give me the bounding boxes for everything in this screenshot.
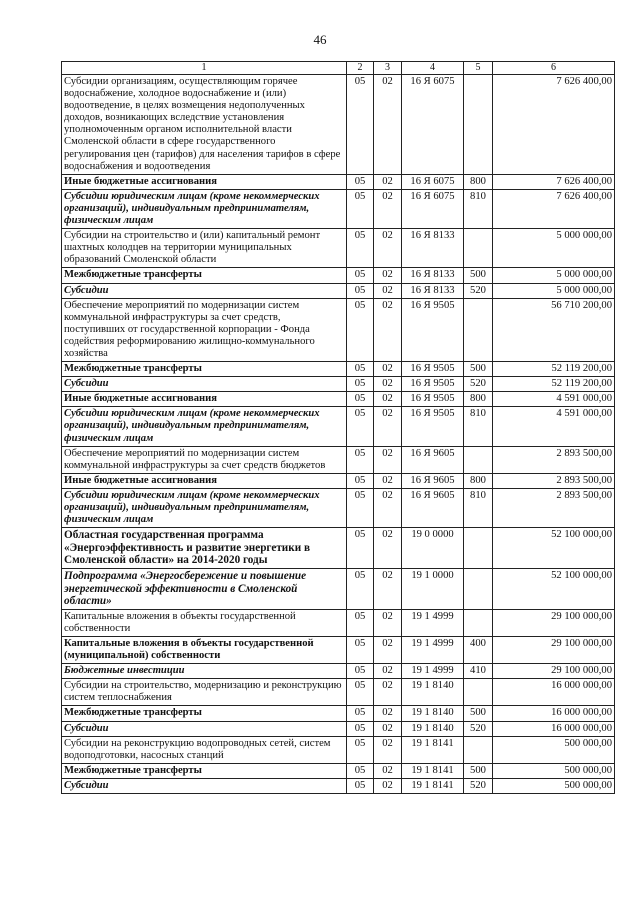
expense-type-cell: 400 [464,636,493,663]
section-code-cell: 05 [347,189,374,228]
amount-cell: 52 100 000,00 [493,568,615,609]
amount-cell: 2 893 500,00 [493,488,615,527]
section-code-cell: 05 [347,763,374,778]
header-cell: 2 [347,62,374,75]
subsection-code-cell: 02 [374,473,402,488]
expense-type-cell: 800 [464,392,493,407]
subsection-code-cell: 02 [374,679,402,706]
amount-cell: 2 893 500,00 [493,446,615,473]
amount-cell: 7 626 400,00 [493,189,615,228]
amount-cell: 56 710 200,00 [493,298,615,361]
table-row [62,298,615,361]
expense-type-cell [464,75,493,175]
row-name-cell: Подпрограмма «Энергосбережение и повышение энергетической эффективности в Смоленской области» [62,568,347,609]
table-row [62,706,615,721]
target-article-cell: 16 Я 8133 [402,229,464,268]
subsection-code-cell: 02 [374,721,402,736]
amount-cell: 29 100 000,00 [493,664,615,679]
target-article-cell: 16 Я 9605 [402,473,464,488]
expense-type-cell: 520 [464,283,493,298]
expense-type-cell [464,528,493,569]
target-article-cell: 16 Я 9505 [402,407,464,446]
subsection-code-cell: 02 [374,362,402,377]
table-row [62,75,615,175]
expense-type-cell: 810 [464,488,493,527]
amount-cell: 4 591 000,00 [493,407,615,446]
amount-cell: 16 000 000,00 [493,721,615,736]
amount-cell: 52 100 000,00 [493,528,615,569]
section-code-cell: 05 [347,268,374,283]
row-name-cell: Капитальные вложения в объекты государственной (муниципальной) собственности [62,636,347,663]
expense-type-cell [464,446,493,473]
expense-type-cell: 500 [464,763,493,778]
target-article-cell: 19 1 4999 [402,664,464,679]
amount-cell: 16 000 000,00 [493,706,615,721]
subsection-code-cell: 02 [374,636,402,663]
target-article-cell: 19 1 0000 [402,568,464,609]
target-article-cell: 16 Я 6075 [402,189,464,228]
amount-cell: 7 626 400,00 [493,174,615,189]
amount-cell: 7 626 400,00 [493,75,615,175]
row-name-cell: Межбюджетные трансферты [62,362,347,377]
section-code-cell: 05 [347,609,374,636]
subsection-code-cell: 02 [374,392,402,407]
row-name-cell: Субсидии на строительство, модернизацию и реконструкцию систем теплоснабжения [62,679,347,706]
row-name-cell: Иные бюджетные ассигнования [62,174,347,189]
section-code-cell: 05 [347,283,374,298]
row-name-cell: Иные бюджетные ассигнования [62,392,347,407]
section-code-cell: 05 [347,174,374,189]
expense-type-cell: 500 [464,268,493,283]
row-name-cell: Межбюджетные трансферты [62,268,347,283]
expense-type-cell: 520 [464,377,493,392]
header-cell: 1 [62,62,347,75]
table-row [62,174,615,189]
amount-cell: 52 119 200,00 [493,377,615,392]
row-name-cell: Межбюджетные трансферты [62,763,347,778]
table-row [62,473,615,488]
table-row [62,679,615,706]
target-article-cell: 19 0 0000 [402,528,464,569]
expense-type-cell: 810 [464,407,493,446]
amount-cell: 2 893 500,00 [493,473,615,488]
row-name-cell: Областная государственная программа «Энергоэффективность и развитие энергетики в Смоленской области» на 2014-2020 годы [62,528,347,569]
table-row [62,763,615,778]
row-name-cell: Субсидии [62,377,347,392]
expense-type-cell [464,568,493,609]
expense-type-cell: 500 [464,362,493,377]
subsection-code-cell: 02 [374,736,402,763]
section-code-cell: 05 [347,778,374,793]
section-code-cell: 05 [347,229,374,268]
expense-type-cell [464,298,493,361]
expense-type-cell: 800 [464,473,493,488]
target-article-cell: 19 1 8140 [402,721,464,736]
section-code-cell: 05 [347,362,374,377]
section-code-cell: 05 [347,528,374,569]
table-row [62,229,615,268]
section-code-cell: 05 [347,75,374,175]
amount-cell: 500 000,00 [493,763,615,778]
amount-cell: 29 100 000,00 [493,609,615,636]
expense-type-cell [464,736,493,763]
amount-cell: 500 000,00 [493,778,615,793]
section-code-cell: 05 [347,568,374,609]
amount-cell: 5 000 000,00 [493,283,615,298]
subsection-code-cell: 02 [374,174,402,189]
amount-cell: 16 000 000,00 [493,679,615,706]
subsection-code-cell: 02 [374,298,402,361]
expense-type-cell: 500 [464,706,493,721]
header-cell: 4 [402,62,464,75]
subsection-code-cell: 02 [374,488,402,527]
row-name-cell: Иные бюджетные ассигнования [62,473,347,488]
section-code-cell: 05 [347,298,374,361]
expense-type-cell: 810 [464,189,493,228]
subsection-code-cell: 02 [374,706,402,721]
subsection-code-cell: 02 [374,528,402,569]
expense-type-cell: 800 [464,174,493,189]
table-row [62,362,615,377]
section-code-cell: 05 [347,488,374,527]
subsection-code-cell: 02 [374,568,402,609]
subsection-code-cell: 02 [374,609,402,636]
section-code-cell: 05 [347,736,374,763]
subsection-code-cell: 02 [374,189,402,228]
target-article-cell: 16 Я 8133 [402,268,464,283]
subsection-code-cell: 02 [374,763,402,778]
amount-cell: 4 591 000,00 [493,392,615,407]
section-code-cell: 05 [347,377,374,392]
target-article-cell: 19 1 4999 [402,609,464,636]
table-row [62,268,615,283]
subsection-code-cell: 02 [374,446,402,473]
section-code-cell: 05 [347,706,374,721]
subsection-code-cell: 02 [374,75,402,175]
table-row [62,721,615,736]
target-article-cell: 16 Я 9605 [402,446,464,473]
target-article-cell: 16 Я 9505 [402,298,464,361]
target-article-cell: 16 Я 6075 [402,75,464,175]
amount-cell: 29 100 000,00 [493,636,615,663]
expense-type-cell [464,229,493,268]
expense-type-cell: 410 [464,664,493,679]
target-article-cell: 16 Я 6075 [402,174,464,189]
table-row [62,609,615,636]
expense-type-cell: 520 [464,778,493,793]
section-code-cell: 05 [347,407,374,446]
header-cell: 5 [464,62,493,75]
row-name-cell: Субсидии юридическим лицам (кроме некоммерческих организаций), индивидуальным предпринимателям, физическим лицам [62,488,347,527]
row-name-cell: Субсидии юридическим лицам (кроме некоммерческих организаций), индивидуальным предпринимателям, физическим лицам [62,189,347,228]
target-article-cell: 19 1 8141 [402,763,464,778]
table-row [62,488,615,527]
target-article-cell: 16 Я 8133 [402,283,464,298]
expense-type-cell [464,679,493,706]
table-row [62,189,615,228]
row-name-cell: Бюджетные инвестиции [62,664,347,679]
target-article-cell: 19 1 8141 [402,778,464,793]
row-name-cell: Межбюджетные трансферты [62,706,347,721]
expense-type-cell: 520 [464,721,493,736]
section-code-cell: 05 [347,721,374,736]
table-row [62,778,615,793]
amount-cell: 5 000 000,00 [493,229,615,268]
target-article-cell: 16 Я 9505 [402,392,464,407]
subsection-code-cell: 02 [374,283,402,298]
table-row [62,392,615,407]
section-code-cell: 05 [347,392,374,407]
row-name-cell: Субсидии юридическим лицам (кроме некоммерческих организаций), индивидуальным предпринимателям, физическим лицам [62,407,347,446]
row-name-cell: Субсидии [62,283,347,298]
table-row [62,446,615,473]
amount-cell: 5 000 000,00 [493,268,615,283]
subsection-code-cell: 02 [374,407,402,446]
table-row [62,568,615,609]
row-name-cell: Субсидии на строительство и (или) капитальный ремонт шахтных колодцев на территории муниципальных образований Смоленской области [62,229,347,268]
page-number: 46 [313,32,327,47]
section-code-cell: 05 [347,664,374,679]
table-row [62,664,615,679]
row-name-cell: Субсидии организациям, осуществляющим горячее водоснабжение, холодное водоснабжение и (или) водоотведение, в целях возмещения недополученных доходов, возникающих вследствие установления уполномоченным органом исполнительной власти Смоленской области в сфере государственного регулирования цен (тарифов) для населения тарифов в сфере водоснабжения и водоотведения [62,75,347,175]
row-name-cell: Обеспечение мероприятий по модернизации систем коммунальной инфраструктуры за счет средств, поступивших от государственной корпорации - Фонда содействия реформированию жилищно-коммунального хозяйства [62,298,347,361]
table-row [62,528,615,569]
row-name-cell: Субсидии [62,721,347,736]
table-row [62,283,615,298]
row-name-cell: Субсидии [62,778,347,793]
row-name-cell: Капитальные вложения в объекты государственной собственности [62,609,347,636]
target-article-cell: 16 Я 9605 [402,488,464,527]
subsection-code-cell: 02 [374,229,402,268]
section-code-cell: 05 [347,636,374,663]
table-row [62,377,615,392]
section-code-cell: 05 [347,446,374,473]
subsection-code-cell: 02 [374,268,402,283]
amount-cell: 500 000,00 [493,736,615,763]
budget-table [61,61,615,794]
header-cell: 3 [374,62,402,75]
target-article-cell: 19 1 4999 [402,636,464,663]
table-row [62,736,615,763]
row-name-cell: Субсидии на реконструкцию водопроводных сетей, систем водоподготовки, насосных станций [62,736,347,763]
expense-type-cell [464,609,493,636]
table-row [62,407,615,446]
target-article-cell: 19 1 8140 [402,679,464,706]
target-article-cell: 16 Я 9505 [402,377,464,392]
subsection-code-cell: 02 [374,377,402,392]
amount-cell: 52 119 200,00 [493,362,615,377]
section-code-cell: 05 [347,473,374,488]
table-row [62,636,615,663]
subsection-code-cell: 02 [374,778,402,793]
target-article-cell: 16 Я 9505 [402,362,464,377]
row-name-cell: Обеспечение мероприятий по модернизации систем коммунальной инфраструктуры за счет средств бюджетов [62,446,347,473]
section-code-cell: 05 [347,679,374,706]
header-cell: 6 [493,62,615,75]
subsection-code-cell: 02 [374,664,402,679]
target-article-cell: 19 1 8141 [402,736,464,763]
target-article-cell: 19 1 8140 [402,706,464,721]
header-row [62,62,615,75]
